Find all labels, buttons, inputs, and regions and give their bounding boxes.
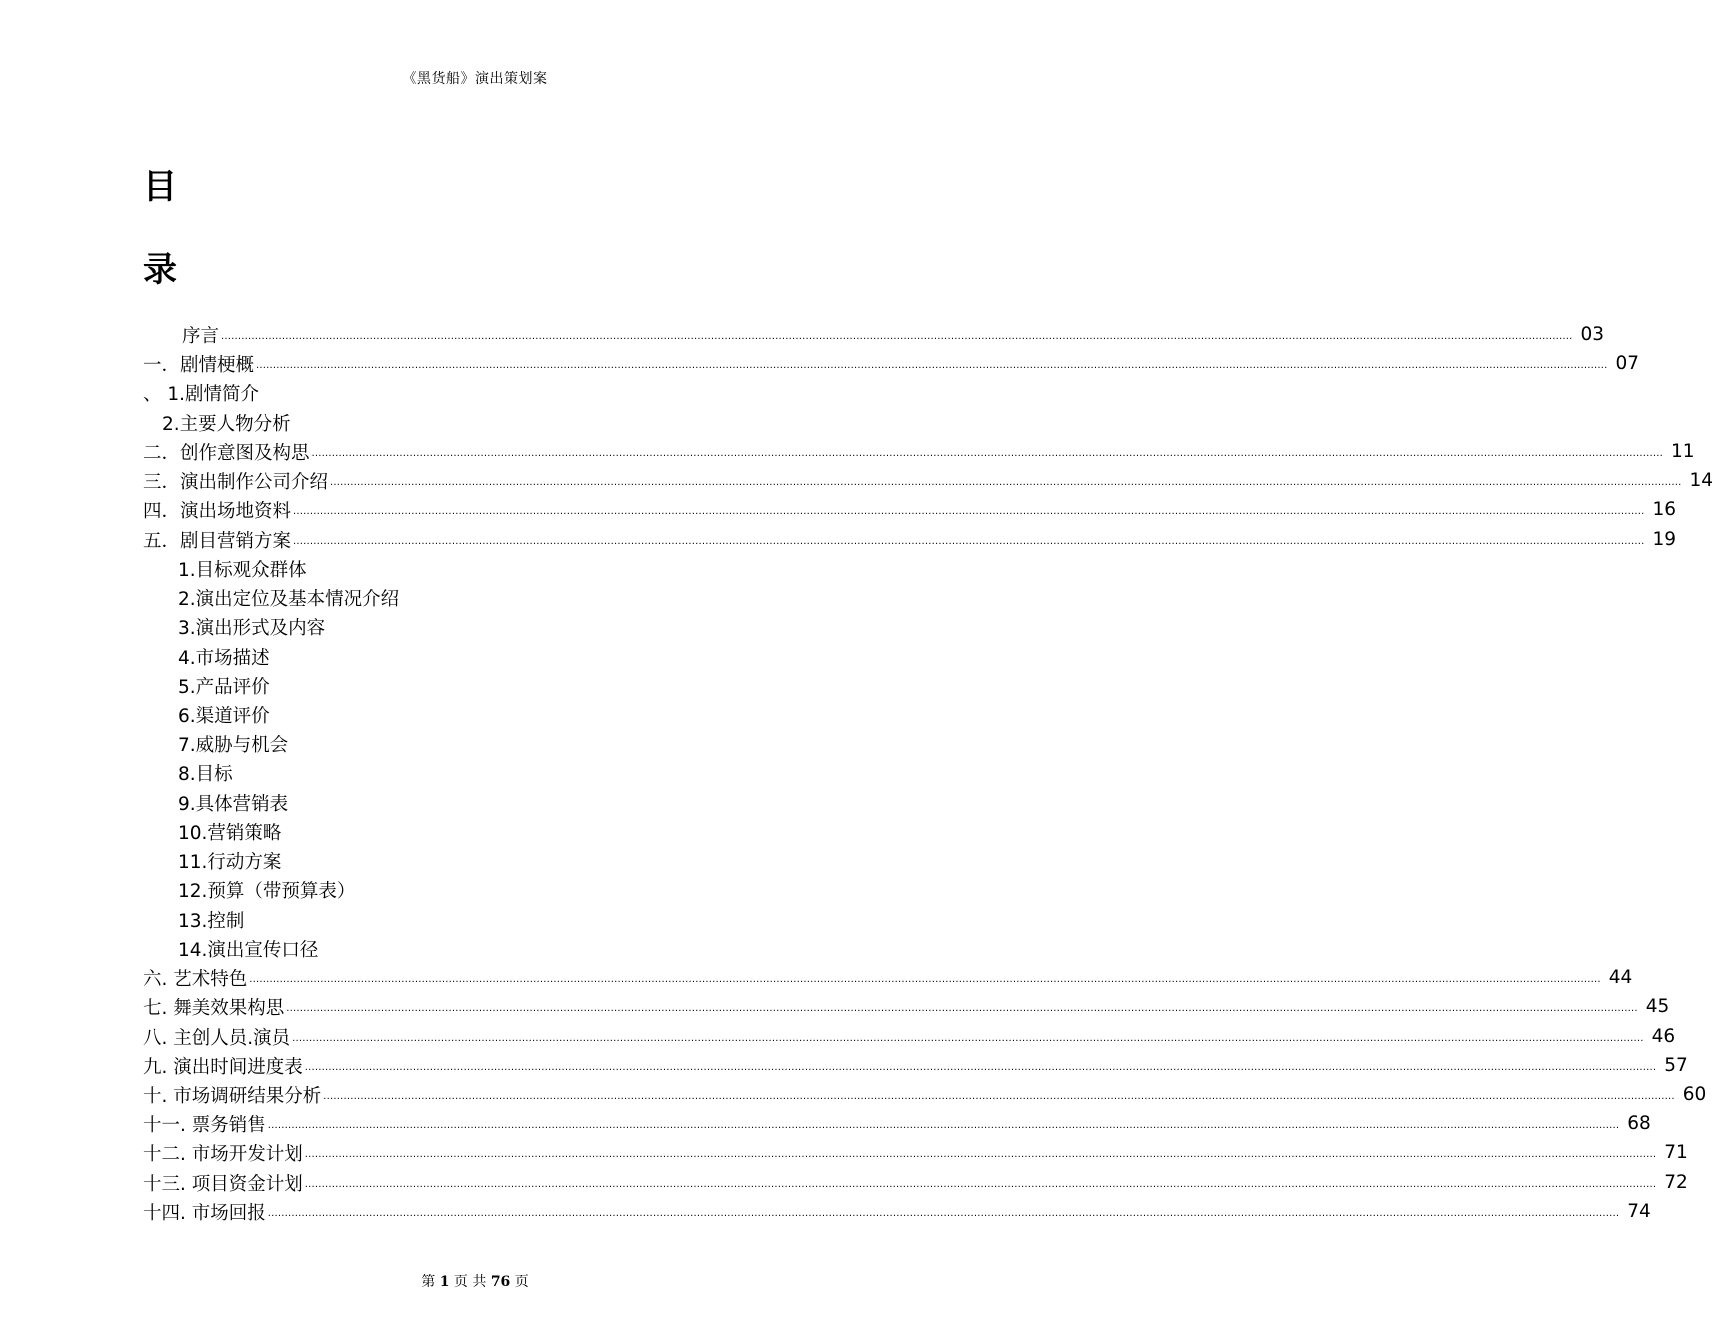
footer-current-page: 1 <box>439 1274 450 1290</box>
toc-entry-label: 8.目标 <box>178 763 233 785</box>
toc-leader-dots: ................................................................................................................................................................................................................................................................................................................................................................................................................ <box>256 360 1608 371</box>
toc-entry-label: 六. 艺术特色 <box>143 968 248 990</box>
toc-entry-page-number: 03 <box>1580 324 1605 345</box>
toc-entry-label: 序言 <box>182 325 220 347</box>
toc-entry-page-number: 07 <box>1615 353 1640 374</box>
toc-entry-label: 12.预算（带预算表） <box>178 880 356 902</box>
toc-entry-page-number: 74 <box>1627 1201 1651 1222</box>
toc-entry[interactable] <box>178 554 307 583</box>
toc-entry[interactable] <box>178 700 270 729</box>
toc-entry-label: 十四. 市场回报 <box>143 1202 266 1224</box>
toc-entry[interactable] <box>143 963 1633 992</box>
toc-entry-label: 5.产品评价 <box>178 676 270 698</box>
toc-entry-label: 一．剧情梗概 <box>143 354 255 376</box>
toc-entry-label: 7.威胁与机会 <box>178 734 289 756</box>
toc-entry-label: 、 1.剧情简介 <box>143 383 260 405</box>
toc-leader-dots: ................................................................................................................................................................................................................................................................................................................................................................................................................ <box>304 1062 1657 1073</box>
toc-entry[interactable] <box>143 1138 1688 1167</box>
toc-leader-dots: ................................................................................................................................................................................................................................................................................................................................................................................................................ <box>292 1033 1644 1044</box>
toc-entry-page-number: 60 <box>1682 1084 1707 1105</box>
toc-entry-label: 五．剧目营销方案 <box>143 530 292 552</box>
toc-entry[interactable] <box>178 817 281 846</box>
toc-entry-label: 十. 市场调研结果分析 <box>143 1085 322 1107</box>
toc-entry-label: 七. 舞美效果构思 <box>143 997 285 1019</box>
toc-entry[interactable] <box>143 1168 1688 1197</box>
toc-leader-dots: ................................................................................................................................................................................................................................................................................................................................................................................................................ <box>330 477 1682 488</box>
footer-suffix: 页 <box>514 1274 529 1290</box>
toc-entry[interactable] <box>143 1197 1651 1226</box>
toc-entry[interactable] <box>178 875 355 904</box>
toc-entry-label: 二．创作意图及构思 <box>143 442 310 464</box>
toc-entry-label: 9.具体营销表 <box>178 793 289 815</box>
toc-entry[interactable] <box>162 408 291 437</box>
toc-entry-page-number: 45 <box>1645 996 1670 1017</box>
toc-entry-page-number: 46 <box>1651 1026 1676 1047</box>
toc-entry-label: 十三. 项目资金计划 <box>143 1173 303 1195</box>
toc-entry-page-number: 68 <box>1627 1113 1651 1134</box>
toc-entry-label: 四．演出场地资料 <box>143 500 292 522</box>
toc-entry-label: 6.渠道评价 <box>178 705 270 727</box>
footer-total-pages: 76 <box>490 1274 511 1290</box>
toc-leader-dots: ................................................................................................................................................................................................................................................................................................................................................................................................................ <box>304 1149 1657 1160</box>
toc-leader-dots: ................................................................................................................................................................................................................................................................................................................................................................................................................ <box>293 506 1645 517</box>
toc-entry[interactable] <box>143 495 1677 524</box>
toc-entry[interactable] <box>143 466 1713 495</box>
toc-leader-dots: ................................................................................................................................................................................................................................................................................................................................................................................................................ <box>221 331 1573 342</box>
toc-entry[interactable] <box>143 1051 1688 1080</box>
toc-leader-dots: ................................................................................................................................................................................................................................................................................................................................................................................................................ <box>311 448 1663 459</box>
toc-entry-label: 十一. 票务销售 <box>143 1114 266 1136</box>
toc-leader-dots: ................................................................................................................................................................................................................................................................................................................................................................................................................ <box>249 974 1601 985</box>
toc-entry-label: 八. 主创人员.演员 <box>143 1027 291 1049</box>
toc-entry-label: 2.演出定位及基本情况介绍 <box>178 588 400 610</box>
toc-entry-label: 九. 演出时间进度表 <box>143 1056 303 1078</box>
toc-entry[interactable] <box>178 583 399 612</box>
toc-entry-label: 14.演出宣传口径 <box>178 939 319 961</box>
toc-entry-label: 1.目标观众群体 <box>178 559 307 581</box>
toc-entry-page-number: 19 <box>1652 529 1677 550</box>
toc-entry[interactable] <box>178 729 288 758</box>
toc-entry-label: 4.市场描述 <box>178 647 270 669</box>
toc-entry-label: 11.行动方案 <box>178 851 282 873</box>
toc-entry-label: 13.控制 <box>178 910 245 932</box>
toc-entry-page-number: 72 <box>1664 1172 1688 1193</box>
page-footer <box>0 1271 950 1291</box>
toc-entry[interactable] <box>178 788 288 817</box>
toc-leader-dots: ................................................................................................................................................................................................................................................................................................................................................................................................................ <box>293 536 1645 547</box>
toc-leader-dots: ................................................................................................................................................................................................................................................................................................................................................................................................................ <box>304 1179 1657 1190</box>
toc-leader-dots: ................................................................................................................................................................................................................................................................................................................................................................................................................ <box>267 1120 1620 1131</box>
toc-leader-dots: ................................................................................................................................................................................................................................................................................................................................................................................................................ <box>267 1208 1620 1219</box>
toc-leader-dots: ................................................................................................................................................................................................................................................................................................................................................................................................................ <box>323 1091 1675 1102</box>
toc-entry-label: 3.演出形式及内容 <box>178 617 326 639</box>
toc-entry[interactable] <box>143 992 1670 1021</box>
toc-leader-dots: ................................................................................................................................................................................................................................................................................................................................................................................................................ <box>286 1003 1638 1014</box>
document-header: 《黑货船》演出策划案 <box>402 71 548 87</box>
toc-title-char-1: 目 <box>143 167 177 207</box>
toc-entry-page-number: 44 <box>1608 967 1633 988</box>
toc-entry[interactable] <box>178 905 244 934</box>
toc-entry[interactable] <box>143 1022 1676 1051</box>
toc-entry[interactable] <box>182 320 1605 349</box>
toc-entry[interactable] <box>143 437 1695 466</box>
toc-entry[interactable] <box>143 1109 1651 1138</box>
toc-entry-page-number: 71 <box>1664 1142 1688 1163</box>
toc-entry[interactable] <box>178 846 281 875</box>
toc-entry[interactable] <box>178 758 233 787</box>
toc-entry[interactable] <box>178 671 270 700</box>
toc-entry-label: 10.营销策略 <box>178 822 282 844</box>
toc-entry-page-number: 11 <box>1671 441 1695 462</box>
toc-entry-page-number: 16 <box>1652 499 1677 520</box>
toc-entry-page-number: 57 <box>1664 1055 1688 1076</box>
toc-entry[interactable] <box>178 642 270 671</box>
toc-entry[interactable] <box>178 934 318 963</box>
toc-entry[interactable] <box>143 1080 1707 1109</box>
toc-title-char-2: 录 <box>143 250 177 290</box>
toc-entry-label: 十二. 市场开发计划 <box>143 1143 303 1165</box>
toc-entry-label: 三．演出制作公司介绍 <box>143 471 329 493</box>
toc-entry-label: 2.主要人物分析 <box>162 413 291 435</box>
toc-entry-page-number: 14 <box>1689 470 1713 491</box>
footer-prefix: 第 <box>421 1274 436 1290</box>
toc-entry[interactable] <box>143 525 1677 554</box>
footer-mid: 页 共 <box>453 1274 487 1290</box>
toc-entry[interactable] <box>143 349 1640 378</box>
toc-entry[interactable] <box>178 612 325 641</box>
toc-entry[interactable] <box>143 378 259 407</box>
